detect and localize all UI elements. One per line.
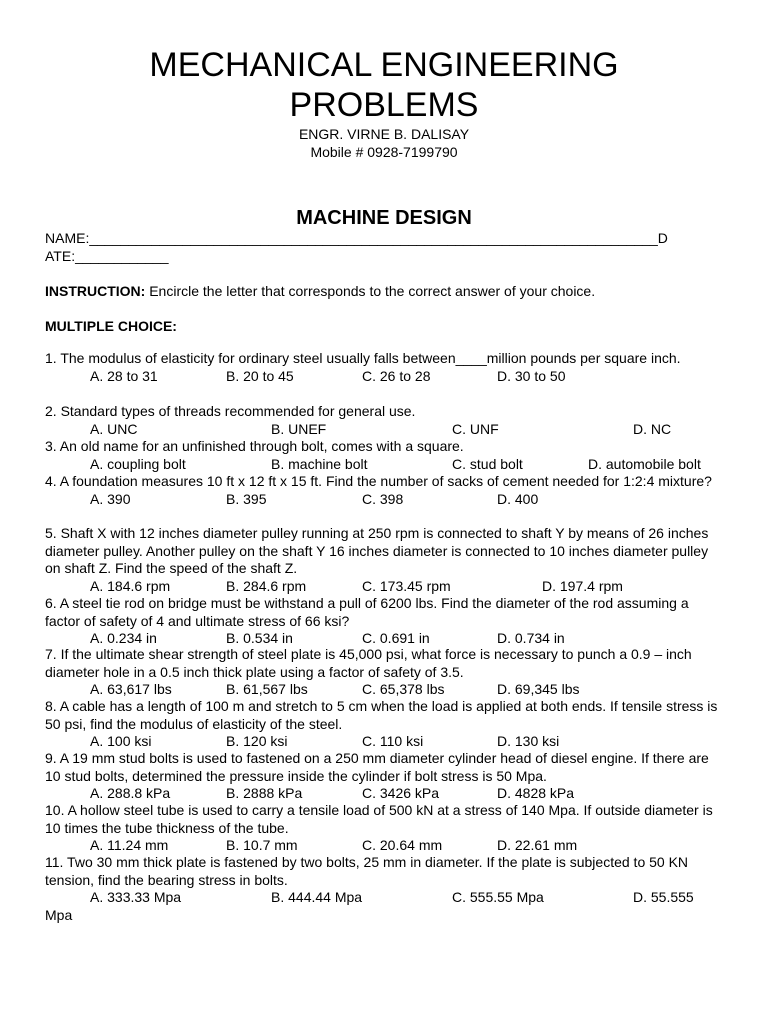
name-field-line: NAME:_________________________________________________________________________D [45, 230, 668, 246]
option-b[interactable]: B. 2888 kPa [226, 785, 303, 801]
date-field-line: ATE:____________ [45, 248, 169, 264]
options-row [45, 456, 725, 474]
title-line-1: MECHANICAL ENGINEERING [149, 46, 619, 84]
option-d[interactable]: D. 0.734 in [497, 630, 565, 646]
option-b[interactable]: B. 395 [226, 490, 267, 507]
section-title: MACHINE DESIGN [296, 207, 472, 229]
option-b[interactable]: B. 61,567 lbs [226, 681, 308, 697]
question-stem: 6. A steel tie rod on bridge must be withstand a pull of 6200 lbs. Find the diameter of the rod assuming a factor of safety of 4 and ultimate stress of 66 ksi? [45, 595, 689, 629]
option-d[interactable]: D. 22.61 mm [497, 837, 578, 853]
option-c[interactable]: C. 0.691 in [362, 630, 430, 646]
question-stem: 7. If the ultimate shear strength of steel plate is 45,000 psi, what force is necessary to punch a 0.9 – inch diameter hole in a 0.5 inch thick plate using a factor of safety of 3.5. [45, 646, 692, 680]
option-d[interactable]: D. 55.555 [633, 889, 694, 905]
option-c[interactable]: C. 555.55 Mpa [452, 889, 544, 905]
question-stem: 3. An old name for an unfinished through bolt, comes with a square. [45, 438, 464, 454]
option-b[interactable]: B. 10.7 mm [226, 837, 298, 853]
option-c[interactable]: C. 26 to 28 [362, 367, 431, 384]
option-a[interactable]: A. 63,617 lbs [90, 681, 172, 697]
option-c[interactable]: C. 110 ksi [362, 733, 424, 749]
option-a[interactable]: A. 184.6 rpm [90, 577, 171, 594]
option-c[interactable]: C. 65,378 lbs [362, 681, 445, 697]
question-stem: 5. Shaft X with 12 inches diameter pulley running at 250 rpm is connected to shaft Y by means of 26 inches diameter pulley. Another pulley on the shaft Y 16 inches diameter is connected to 10 inches diameter pulley on shaft Z. Find the speed of the shaft Z. [45, 525, 709, 576]
question-8 [45, 698, 725, 751]
multiple-choice-label: MULTIPLE CHOICE: [45, 318, 177, 334]
option-b[interactable]: B. 0.534 in [226, 630, 293, 646]
options-row [45, 889, 725, 907]
option-a[interactable]: A. coupling bolt [90, 455, 186, 472]
question-stem: 11. Two 30 mm thick plate is fastened by two bolts, 25 mm in diameter. If the plate is subjected to 50 KN tension, find the bearing stress in bolts. [45, 854, 689, 888]
option-d[interactable]: D. 69,345 lbs [497, 681, 580, 697]
option-a[interactable]: A. 28 to 31 [90, 367, 158, 384]
options-row [45, 630, 725, 648]
option-c[interactable]: C. 20.64 mm [362, 837, 443, 853]
options-row [45, 837, 725, 855]
option-c[interactable]: C. 398 [362, 490, 404, 507]
options-row [45, 368, 725, 386]
option-a[interactable]: A. 333.33 Mpa [90, 889, 182, 905]
option-a[interactable]: A. 288.8 kPa [90, 785, 171, 801]
option-d[interactable]: D. NC [633, 420, 672, 437]
option-b[interactable]: B. 444.44 Mpa [271, 889, 363, 905]
option-c[interactable]: C. 173.45 rpm [362, 577, 451, 594]
question-3 [45, 438, 725, 473]
option-b[interactable]: B. 120 ksi [226, 733, 288, 749]
options-row [45, 491, 725, 509]
option-a[interactable]: A. 11.24 mm [90, 837, 169, 853]
option-b[interactable]: B. 20 to 45 [226, 367, 294, 384]
question-1 [45, 350, 725, 385]
option-d[interactable]: D. automobile bolt [588, 455, 701, 472]
option-b[interactable]: B. UNEF [271, 420, 327, 437]
option-d[interactable]: D. 400 [497, 490, 539, 507]
option-b[interactable]: B. 284.6 rpm [226, 577, 307, 594]
option-a[interactable]: A. 100 ksi [90, 733, 152, 749]
option-c[interactable]: C. 3426 kPa [362, 785, 440, 801]
option-a[interactable]: A. UNC [90, 420, 138, 437]
question-stem: 4. A foundation measures 10 ft x 12 ft x 15 ft. Find the number of sacks of cement needed for 1:2:4 mixture? [45, 473, 712, 489]
options-row [45, 578, 725, 596]
instruction-text: Encircle the letter that corresponds to the correct answer of your choice. [145, 283, 596, 299]
question-2 [45, 403, 725, 438]
author-mobile: Mobile # 0928-7199790 [310, 144, 458, 160]
option-d-continuation: Mpa [45, 906, 73, 923]
question-7 [45, 646, 725, 699]
option-b[interactable]: B. machine bolt [271, 455, 368, 472]
options-row [45, 681, 725, 699]
question-9 [45, 750, 725, 803]
title-line-2: PROBLEMS [289, 86, 479, 124]
question-10 [45, 802, 725, 855]
option-d[interactable]: D. 30 to 50 [497, 367, 566, 384]
question-6 [45, 595, 725, 648]
question-stem: 8. A cable has a length of 100 m and stretch to 5 cm when the load is applied at both ends. If tensile stress is 50 psi, find the modulus of elasticity of the steel. [45, 698, 718, 732]
question-stem: 1. The modulus of elasticity for ordinary steel usually falls between____million pounds per square inch. [45, 350, 681, 366]
options-row [45, 733, 725, 751]
question-11 [45, 854, 725, 924]
question-stem: 9. A 19 mm stud bolts is used to fastened on a 250 mm diameter cylinder head of diesel engine. If there are 10 stud bolts, determined the pressure inside the cylinder if bolt stress is 50 Mpa. [45, 750, 709, 784]
option-a[interactable]: A. 0.234 in [90, 630, 157, 646]
question-stem: 10. A hollow steel tube is used to carry a tensile load of 500 kN at a stress of 140 Mpa. If outside diameter is 10 times the tube thickness of the tube. [45, 802, 713, 836]
option-a[interactable]: A. 390 [90, 490, 131, 507]
question-stem: 2. Standard types of threads recommended for general use. [45, 403, 416, 419]
option-c[interactable]: C. UNF [452, 420, 499, 437]
instruction-label: INSTRUCTION: [45, 283, 146, 299]
option-d[interactable]: D. 197.4 rpm [542, 577, 623, 594]
instruction-line [45, 283, 595, 300]
author-name: ENGR. VIRNE B. DALISAY [298, 126, 470, 142]
options-row [45, 421, 725, 439]
option-d[interactable]: D. 130 ksi [497, 733, 560, 749]
question-5 [45, 525, 725, 595]
options-row [45, 785, 725, 803]
question-4 [45, 473, 725, 508]
option-d[interactable]: D. 4828 kPa [497, 785, 575, 801]
option-c[interactable]: C. stud bolt [452, 455, 523, 472]
